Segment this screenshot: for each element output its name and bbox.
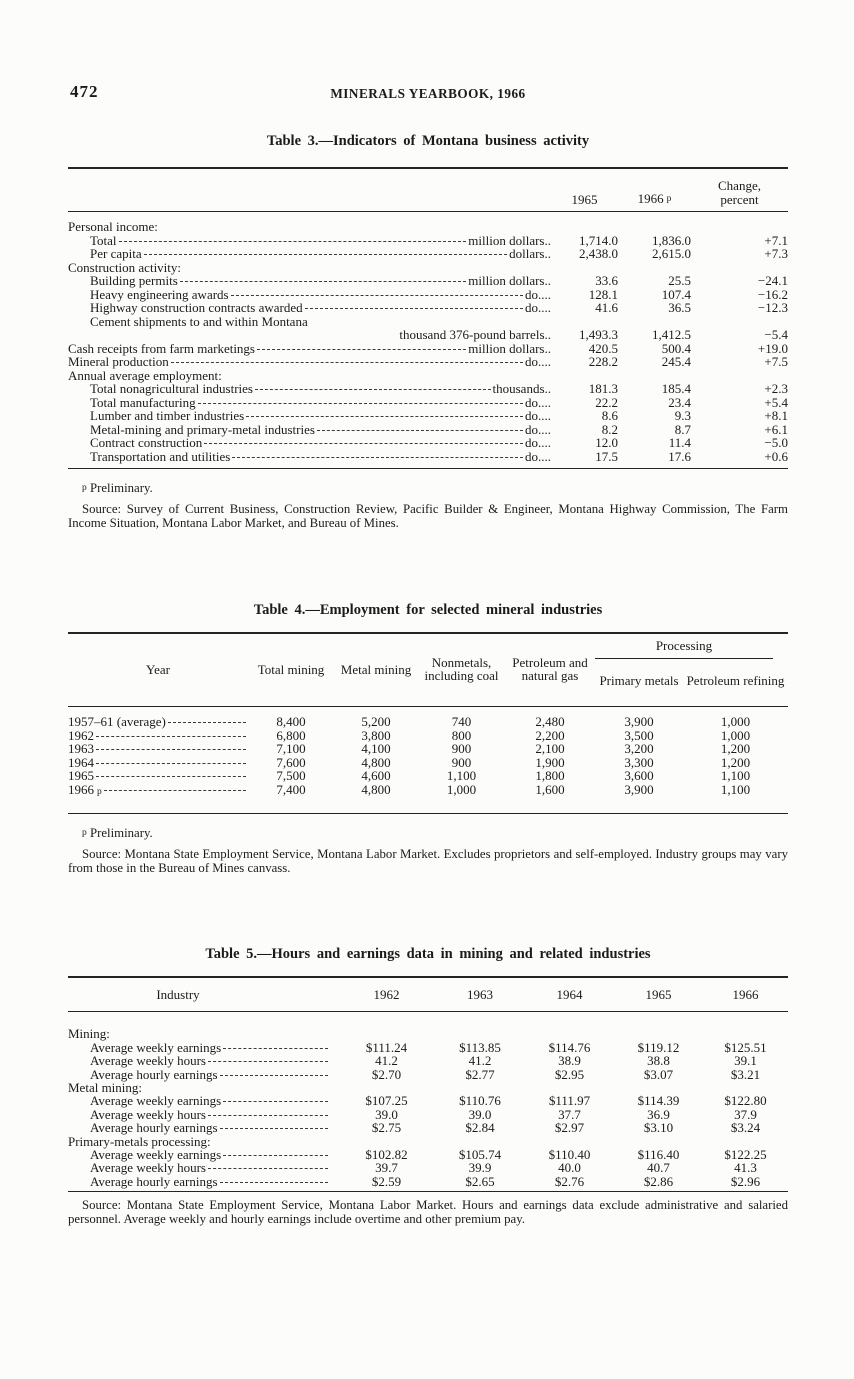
value: 2,480 (535, 714, 565, 730)
table-4-bottom-rule (68, 813, 788, 814)
value: $122.25 (724, 1146, 767, 1162)
row-unit: do.... (525, 354, 551, 369)
row-stub (68, 450, 551, 464)
row-stub (68, 1041, 338, 1054)
row-stub (68, 783, 248, 800)
value-1966: 11.4 (668, 435, 691, 450)
group-label: Mining: (68, 1026, 110, 1042)
table3-data-row (68, 247, 788, 261)
value: 37.7 (558, 1106, 581, 1122)
value: $2.96 (730, 1173, 761, 1189)
table3-group-row (68, 369, 788, 383)
year-label: 1964 (68, 754, 94, 770)
row-label: Contract construction (90, 435, 203, 450)
value-1966: 17.6 (668, 448, 691, 464)
value-1965: 41.6 (595, 300, 618, 315)
column-header-1962: 1962 (373, 986, 400, 1002)
column-header-1964: 1964 (556, 986, 583, 1002)
table-4-header (68, 634, 788, 706)
row-stub (68, 729, 248, 743)
value: 4,800 (361, 754, 391, 770)
row-unit: million dollars.. (468, 340, 551, 356)
table-5-title: Table 5.—Hours and earnings data in mining and related industries (205, 945, 651, 962)
table-3-bottom-rule (68, 468, 788, 469)
table5-group-row (68, 1135, 788, 1148)
value-1965: 12.0 (595, 435, 618, 450)
row-stub (68, 1108, 338, 1121)
row-stub (68, 396, 551, 410)
value: $3.21 (730, 1066, 761, 1082)
value: 740 (451, 714, 472, 730)
row-stub (68, 1148, 338, 1161)
value: 1,000 (446, 781, 477, 797)
table4-data-row (68, 715, 788, 729)
value: 40.7 (647, 1160, 670, 1176)
year-label: 1965 (68, 768, 94, 784)
value-change: −24.1 (757, 273, 788, 288)
value: 39.7 (375, 1160, 398, 1176)
row-label: Total nonagricultural industries (90, 381, 253, 396)
value-change: −5.4 (764, 327, 788, 342)
row-stub (68, 1094, 338, 1107)
row-stub (68, 1161, 338, 1174)
value-1965: 8.2 (601, 421, 618, 437)
row-unit: million dollars.. (468, 273, 551, 288)
table5-data-row (68, 1121, 788, 1134)
value-1965: 228.2 (588, 354, 618, 369)
value: $2.84 (465, 1120, 495, 1136)
table4-data-row (68, 742, 788, 756)
table3-group-row (68, 220, 788, 234)
value: $125.51 (724, 1039, 767, 1055)
value-1966: 8.7 (674, 421, 691, 437)
preliminary-marker: p (666, 193, 672, 204)
page-number: 472 (70, 82, 99, 101)
column-header-processing: Processing (595, 637, 773, 659)
table-5-header (68, 978, 788, 1012)
table3-data-row (68, 409, 788, 423)
value: $119.12 (637, 1039, 680, 1055)
row-stub (68, 409, 551, 423)
table3-data-row (68, 450, 788, 464)
value-1965: 2,438.0 (579, 246, 618, 261)
table-3-body (68, 212, 788, 468)
row-label: Total manufacturing (90, 394, 196, 410)
value: 4,800 (361, 781, 391, 797)
value-1966: 107.4 (661, 286, 691, 302)
value-1966: 2,615.0 (652, 246, 691, 261)
value: 40.0 (558, 1160, 581, 1176)
column-header-petroleum-refining: Petroleum refining (686, 672, 785, 688)
column-header-1966-year: 1966 (637, 190, 664, 206)
row-label: Cash receipts from farm marketings (68, 340, 255, 356)
value: $107.25 (365, 1093, 408, 1109)
value: 3,300 (624, 754, 654, 770)
row-stub (68, 382, 551, 396)
row-stub (68, 288, 551, 302)
row-stub (68, 1175, 338, 1188)
row-stub (68, 1068, 338, 1081)
table5-group-row (68, 1027, 788, 1040)
row-stub (68, 742, 248, 756)
table5-data-row (68, 1068, 788, 1081)
row-label: Average weekly hours (90, 1160, 206, 1176)
row-stub (68, 234, 551, 248)
row-unit: do.... (525, 421, 551, 437)
value: 1,000 (720, 714, 751, 730)
value: 1,800 (535, 768, 565, 784)
value-change: +0.6 (764, 448, 788, 464)
column-header-change-line1: Change, (718, 178, 761, 193)
table3-data-row (68, 382, 788, 396)
footnote-marker: p (82, 828, 87, 839)
column-header-1966: 1966 (732, 986, 759, 1002)
table3-data-row (68, 423, 788, 437)
value: 36.9 (647, 1106, 670, 1122)
table-3-section (68, 133, 788, 530)
table5-data-row (68, 1041, 788, 1054)
table-5-section (68, 946, 788, 1227)
table3-data-row (68, 342, 788, 356)
table-3-footnote (68, 482, 788, 496)
row-stub (68, 355, 551, 369)
row-stub (68, 715, 248, 729)
table-4-footnote (68, 827, 788, 841)
value-1965: 1,493.3 (579, 327, 618, 342)
value: 6,800 (276, 727, 306, 743)
processing-subheaders (595, 659, 788, 701)
value: $2.59 (371, 1173, 402, 1189)
value-1965: 128.1 (588, 286, 618, 302)
column-header-1965: 1965 (645, 986, 672, 1002)
value-1965: 17.5 (595, 448, 618, 464)
value: 3,900 (624, 781, 654, 797)
row-label: Average hourly earnings (90, 1173, 218, 1189)
value: 900 (451, 741, 472, 757)
row-stub (68, 1121, 338, 1134)
value: $111.24 (365, 1039, 408, 1055)
column-header-industry: Industry (156, 986, 200, 1002)
column-header-total-mining: Total mining (257, 661, 325, 677)
table-4-body (68, 707, 788, 813)
value: $113.85 (459, 1039, 501, 1055)
group-label: Primary-metals processing: (68, 1133, 211, 1149)
table3-data-row (68, 355, 788, 369)
table3-data-row (68, 274, 788, 288)
value: 900 (451, 754, 472, 770)
value: $114.76 (548, 1039, 591, 1055)
value: 7,400 (276, 781, 306, 797)
table4-data-row (68, 769, 788, 783)
value: 3,600 (624, 768, 654, 784)
row-unit: do.... (525, 300, 551, 315)
table5-group-row (68, 1081, 788, 1094)
column-header-change-line2: percent (720, 191, 759, 207)
value-change: +5.4 (764, 394, 788, 410)
table-4-source: Source: Montana State Employment Service, Montana Labor Market. Excludes proprietors and self-employed. Industry groups may vary from those in the Bureau of Mines canvass. (68, 847, 788, 875)
group-label: Personal income: (68, 219, 158, 234)
table4-data-row (68, 783, 788, 800)
footnote-text: Preliminary. (89, 481, 153, 495)
value: 39.0 (468, 1106, 492, 1122)
value: $2.77 (465, 1066, 495, 1082)
row-label: Average weekly hours (90, 1053, 206, 1069)
row-label: Metal-mining and primary-metal industries (90, 421, 315, 437)
table3-data-row (68, 288, 788, 302)
table-5-body (68, 1012, 788, 1191)
year-label: 1957–61 (average) (68, 714, 166, 730)
table5-data-row (68, 1161, 788, 1174)
value: 3,800 (361, 727, 391, 743)
table-3-source: Source: Survey of Current Business, Construction Review, Pacific Builder & Engineer, Montana Highway Commission, The Farm Income Situation, Montana Labor Market, and Bureau of Mines. (68, 501, 788, 530)
year-label: 1963 (68, 741, 94, 757)
value: 2,200 (535, 727, 565, 743)
value: $105.74 (458, 1146, 502, 1162)
value: 41.2 (468, 1053, 492, 1069)
row-stub (68, 315, 788, 329)
value-1966: 23.4 (668, 394, 691, 410)
value-change: +19.0 (757, 340, 788, 356)
value-1966: 25.5 (668, 273, 691, 288)
table5-data-row (68, 1175, 788, 1188)
row-label: Per capita (90, 246, 142, 261)
value: 1,100 (720, 781, 751, 797)
table3-data-row (68, 436, 788, 450)
row-unit: do.... (525, 435, 551, 450)
value-change: −5.0 (764, 435, 788, 450)
value: $114.39 (637, 1093, 680, 1109)
column-header-1963: 1963 (467, 986, 493, 1002)
value: 3,500 (624, 727, 654, 743)
value: $2.65 (465, 1173, 495, 1189)
value: 39.0 (375, 1106, 398, 1122)
value-1966: 9.3 (674, 408, 691, 423)
row-stub (68, 342, 551, 356)
value: $110.76 (459, 1093, 501, 1109)
row-stub (68, 328, 551, 342)
value: 3,200 (624, 741, 654, 757)
value: 1,100 (720, 768, 751, 784)
value: 37.9 (734, 1106, 757, 1122)
column-header-1965: 1965 (571, 191, 598, 207)
table3-data-row (68, 328, 788, 342)
year-label: 1966 (68, 781, 94, 797)
table3-data-row (68, 396, 788, 410)
value-change: +7.1 (764, 232, 788, 248)
row-label: Average weekly earnings (90, 1093, 222, 1109)
column-header-change-percent (691, 179, 788, 206)
value: 5,200 (361, 714, 391, 730)
table5-data-row (68, 1054, 788, 1067)
footnote-marker: p (82, 483, 87, 493)
value-change: −16.2 (757, 286, 788, 302)
value-change: +7.5 (764, 354, 788, 369)
row-label: Heavy engineering awards (90, 286, 229, 302)
value: 1,200 (720, 754, 751, 770)
value-1966: 245.4 (661, 354, 691, 369)
table4-data-row (68, 756, 788, 770)
value-1965: 181.3 (588, 381, 618, 396)
row-unit: do.... (525, 408, 551, 423)
running-head (68, 82, 788, 106)
value: 1,200 (720, 741, 751, 757)
column-header-metal-mining: Metal mining (340, 661, 412, 677)
value: 1,000 (720, 727, 751, 743)
table-5-bottom-rule (68, 1191, 788, 1192)
row-stub (68, 436, 551, 450)
row-label: Average weekly earnings (90, 1039, 222, 1055)
group-label: Construction activity: (68, 259, 182, 275)
value-1965: 33.6 (595, 273, 618, 288)
table4-data-row (68, 729, 788, 743)
running-title: MINERALS YEARBOOK, 1966 (330, 86, 526, 101)
table-3-title: Table 3.—Indicators of Montana business activity (266, 133, 590, 149)
column-header-year: Year (146, 661, 170, 677)
row-stub (68, 756, 248, 770)
row-label: Transportation and utilities (90, 448, 231, 464)
value: 38.8 (647, 1053, 670, 1069)
value: 39.9 (468, 1160, 492, 1176)
value: 38.9 (558, 1053, 581, 1069)
value: 4,600 (361, 768, 391, 784)
row-unit: thousands.. (492, 381, 551, 396)
value: 41.3 (734, 1160, 757, 1176)
table3-data-row (68, 234, 788, 248)
row-label: Average hourly earnings (90, 1120, 218, 1136)
value: 7,100 (276, 741, 306, 757)
value: 7,500 (276, 768, 306, 784)
row-stub (68, 274, 551, 288)
value: $2.75 (371, 1120, 402, 1136)
value: $102.82 (365, 1146, 408, 1162)
row-stub (68, 301, 551, 315)
value: $116.40 (637, 1146, 680, 1162)
row-unit: thousand 376-pound barrels.. (399, 327, 551, 342)
value-1966: 1,836.0 (652, 232, 691, 248)
row-label: Lumber and timber industries (90, 408, 245, 423)
value: $2.76 (554, 1173, 585, 1189)
row-stub (68, 769, 248, 783)
value-1965: 22.2 (595, 394, 618, 410)
value: 3,900 (624, 714, 654, 730)
column-header-primary-metals: Primary metals (599, 672, 679, 688)
table-5-source: Source: Montana State Employment Service, Montana Labor Market. Hours and earnings data exclude administrative and salaried personnel. Average weekly and hourly earnings include overtime and other premium pay. (68, 1198, 788, 1226)
row-unit: do.... (525, 394, 551, 410)
row-label: Total (90, 232, 117, 248)
row-label: Average weekly hours (90, 1106, 206, 1122)
row-label: Building permits (90, 273, 178, 288)
value: 8,400 (276, 714, 306, 730)
value-1966: 500.4 (661, 340, 691, 356)
row-unit: million dollars.. (468, 232, 551, 248)
value: $2.86 (643, 1173, 674, 1189)
table-3-header (68, 169, 788, 211)
value-1966: 185.4 (661, 381, 691, 396)
table-4-title: Table 4.—Employment for selected mineral industries (253, 602, 603, 619)
row-label: Cement shipments to and within Montana (90, 313, 308, 329)
value: $3.24 (730, 1120, 761, 1136)
group-label: Metal mining: (68, 1079, 143, 1095)
row-label: Highway construction contracts awarded (90, 300, 303, 315)
value-1966: 1,412.5 (652, 327, 691, 342)
table5-data-row (68, 1094, 788, 1107)
preliminary-marker: p (97, 786, 102, 797)
value-1966: 36.5 (668, 300, 691, 315)
table5-data-row (68, 1148, 788, 1161)
row-label: Mineral production (68, 354, 169, 369)
footnote-text: Preliminary. (89, 826, 153, 841)
value: $3.07 (643, 1066, 674, 1082)
row-stub (68, 247, 551, 261)
column-header-1966 (618, 192, 691, 207)
row-unit: do.... (525, 448, 551, 464)
value-change: +6.1 (764, 421, 788, 437)
value: 39.1 (734, 1053, 757, 1069)
value: $2.70 (371, 1066, 402, 1082)
value: $111.97 (548, 1093, 591, 1109)
row-stub (68, 1054, 338, 1067)
table3-data-row (68, 301, 788, 315)
value: $2.95 (554, 1066, 585, 1082)
value-1965: 420.5 (588, 340, 618, 356)
value: $122.80 (724, 1093, 767, 1109)
year-label: 1962 (68, 727, 94, 743)
column-header-nonmetals: Nonmetals, including coal (424, 654, 499, 684)
table5-data-row (68, 1108, 788, 1121)
value: 1,100 (446, 768, 477, 784)
value-change: −12.3 (757, 300, 788, 315)
value-change: +7.3 (764, 246, 788, 261)
table3-data-row (68, 315, 788, 329)
value: 2,100 (535, 741, 565, 757)
value-change: +8.1 (764, 408, 788, 423)
group-label: Annual average employment: (68, 367, 222, 383)
value: 7,600 (276, 754, 306, 770)
value-change: +2.3 (764, 381, 788, 396)
row-unit: do.... (525, 286, 551, 302)
value-1965: 8.6 (601, 408, 618, 423)
table-4-section (68, 602, 788, 875)
processing-header-group (595, 637, 788, 701)
value: 41.2 (375, 1053, 398, 1069)
value: 1,600 (535, 781, 565, 797)
value: $2.97 (554, 1120, 585, 1136)
row-label: Average weekly earnings (90, 1146, 222, 1162)
value: 800 (451, 727, 472, 743)
row-label: Average hourly earnings (90, 1066, 218, 1082)
table3-group-row (68, 261, 788, 275)
value: 4,100 (361, 741, 391, 757)
row-stub (68, 423, 551, 437)
value: $110.40 (548, 1146, 591, 1162)
column-header-petroleum-gas: Petroleum and natural gas (512, 654, 588, 684)
value-1965: 1,714.0 (579, 232, 618, 248)
value: $3.10 (643, 1120, 674, 1136)
value: 1,900 (535, 754, 565, 770)
row-unit: dollars.. (509, 246, 551, 261)
